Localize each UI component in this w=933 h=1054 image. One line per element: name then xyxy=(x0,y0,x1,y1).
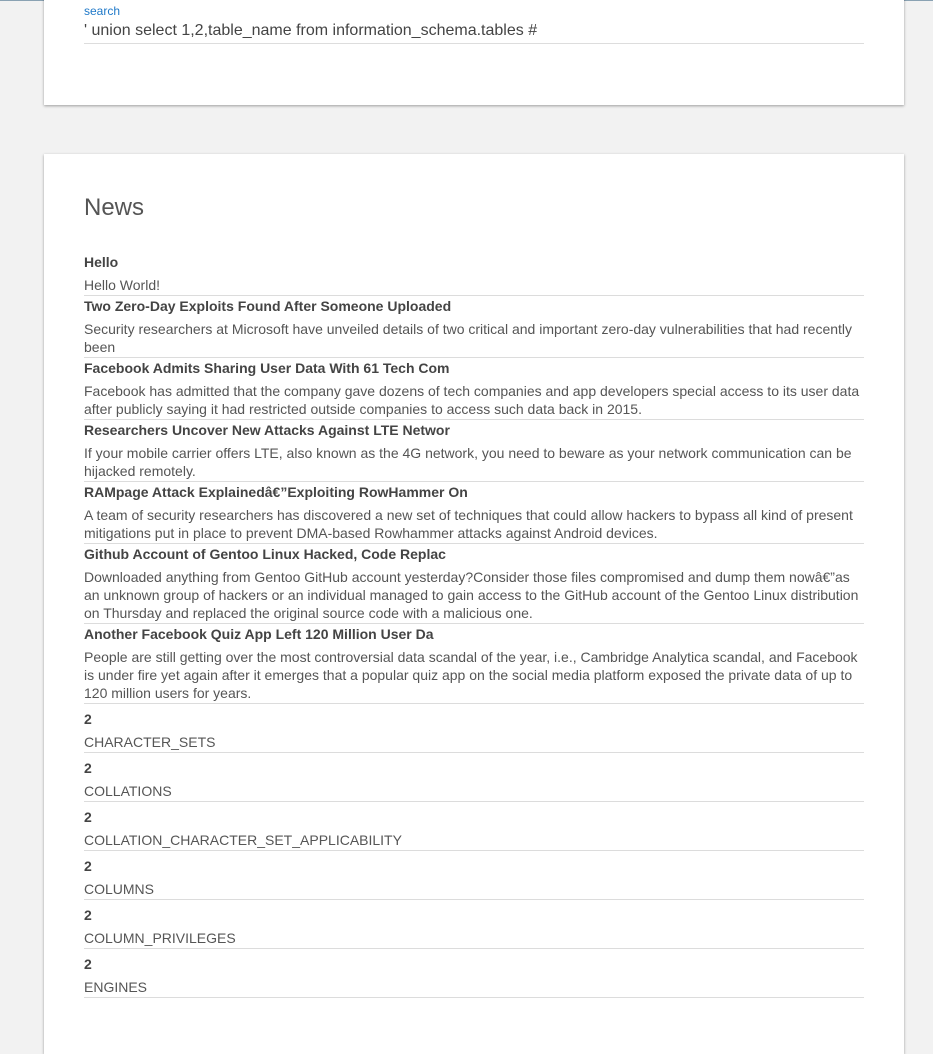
news-item-title: Another Facebook Quiz App Left 120 Million User Da xyxy=(84,626,434,642)
news-item-title: Hello xyxy=(84,254,119,270)
news-list xyxy=(84,252,864,998)
news-item-body: If your mobile carrier offers LTE, also known as the 4G network, you need to beware as your network communication can be hijacked remotely. xyxy=(84,445,852,479)
injected-row-table-name: COLLATIONS xyxy=(84,783,172,799)
search-input[interactable] xyxy=(84,18,864,44)
search-label: search xyxy=(84,4,121,18)
injected-row-number: 2 xyxy=(84,760,92,776)
injected-row-table-name: CHARACTER_SETS xyxy=(84,734,216,750)
injected-row xyxy=(84,753,864,802)
injected-row-table-name: COLLATION_CHARACTER_SET_APPLICABILITY xyxy=(84,832,402,848)
injected-row xyxy=(84,900,864,949)
injected-row-number: 2 xyxy=(84,809,92,825)
injected-row-table-name: ENGINES xyxy=(84,979,148,995)
news-card xyxy=(44,154,904,1054)
news-item-title: RAMpage Attack Explainedâ€”Exploiting RowHammer On xyxy=(84,484,468,500)
news-item-body: Security researchers at Microsoft have unveiled details of two critical and important zero-day vulnerabilities that had recently been xyxy=(84,321,853,355)
news-heading: News xyxy=(84,194,145,221)
news-item-body: Downloaded anything from Gentoo GitHub account yesterday?Consider those files compromised and dump them nowâ€”as an unknown group of hackers or an individual managed to gain access to the GitHub account of the Gentoo Linux distribution on Thursday and replaced the original source code with a malicious one. xyxy=(84,569,859,621)
search-card xyxy=(44,0,904,105)
news-item xyxy=(84,296,864,358)
injected-row-number: 2 xyxy=(84,858,92,874)
news-item-body: A team of security researchers has discovered a new set of techniques that could allow hackers to bypass all kind of present mitigations put in place to prevent DMA-based Rowhammer attacks against Android devices. xyxy=(84,507,853,541)
injected-row-number: 2 xyxy=(84,907,92,923)
news-item xyxy=(84,624,864,704)
news-item xyxy=(84,358,864,420)
news-item-body: Hello World! xyxy=(84,277,160,293)
news-item xyxy=(84,252,864,296)
injected-row xyxy=(84,851,864,900)
news-item-body: People are still getting over the most controversial data scandal of the year, i.e., Cambridge Analytica scandal, and Facebook is under fire yet again after it emerges that a popular quiz app on the social media platform exposed the private data of up to 120 million users for years. xyxy=(84,649,858,701)
news-item xyxy=(84,420,864,482)
news-item xyxy=(84,482,864,544)
injected-row-table-name: COLUMN_PRIVILEGES xyxy=(84,930,236,946)
news-item xyxy=(84,544,864,624)
news-item-title: Github Account of Gentoo Linux Hacked, Code Replac xyxy=(84,546,446,562)
injected-row-number: 2 xyxy=(84,956,92,972)
news-item-body: Facebook has admitted that the company gave dozens of tech companies and app developers special access to its user data after publicly saying it had restricted outside companies to access such data back in 2015. xyxy=(84,383,860,417)
injected-row xyxy=(84,704,864,753)
news-item-title: Two Zero-Day Exploits Found After Someone Uploaded xyxy=(84,298,452,314)
news-item-title: Facebook Admits Sharing User Data With 61 Tech Com xyxy=(84,360,450,376)
injected-row xyxy=(84,949,864,998)
news-item-title: Researchers Uncover New Attacks Against LTE Networ xyxy=(84,422,450,438)
injected-row-table-name: COLUMNS xyxy=(84,881,155,897)
injected-row xyxy=(84,802,864,851)
injected-row-number: 2 xyxy=(84,711,92,727)
